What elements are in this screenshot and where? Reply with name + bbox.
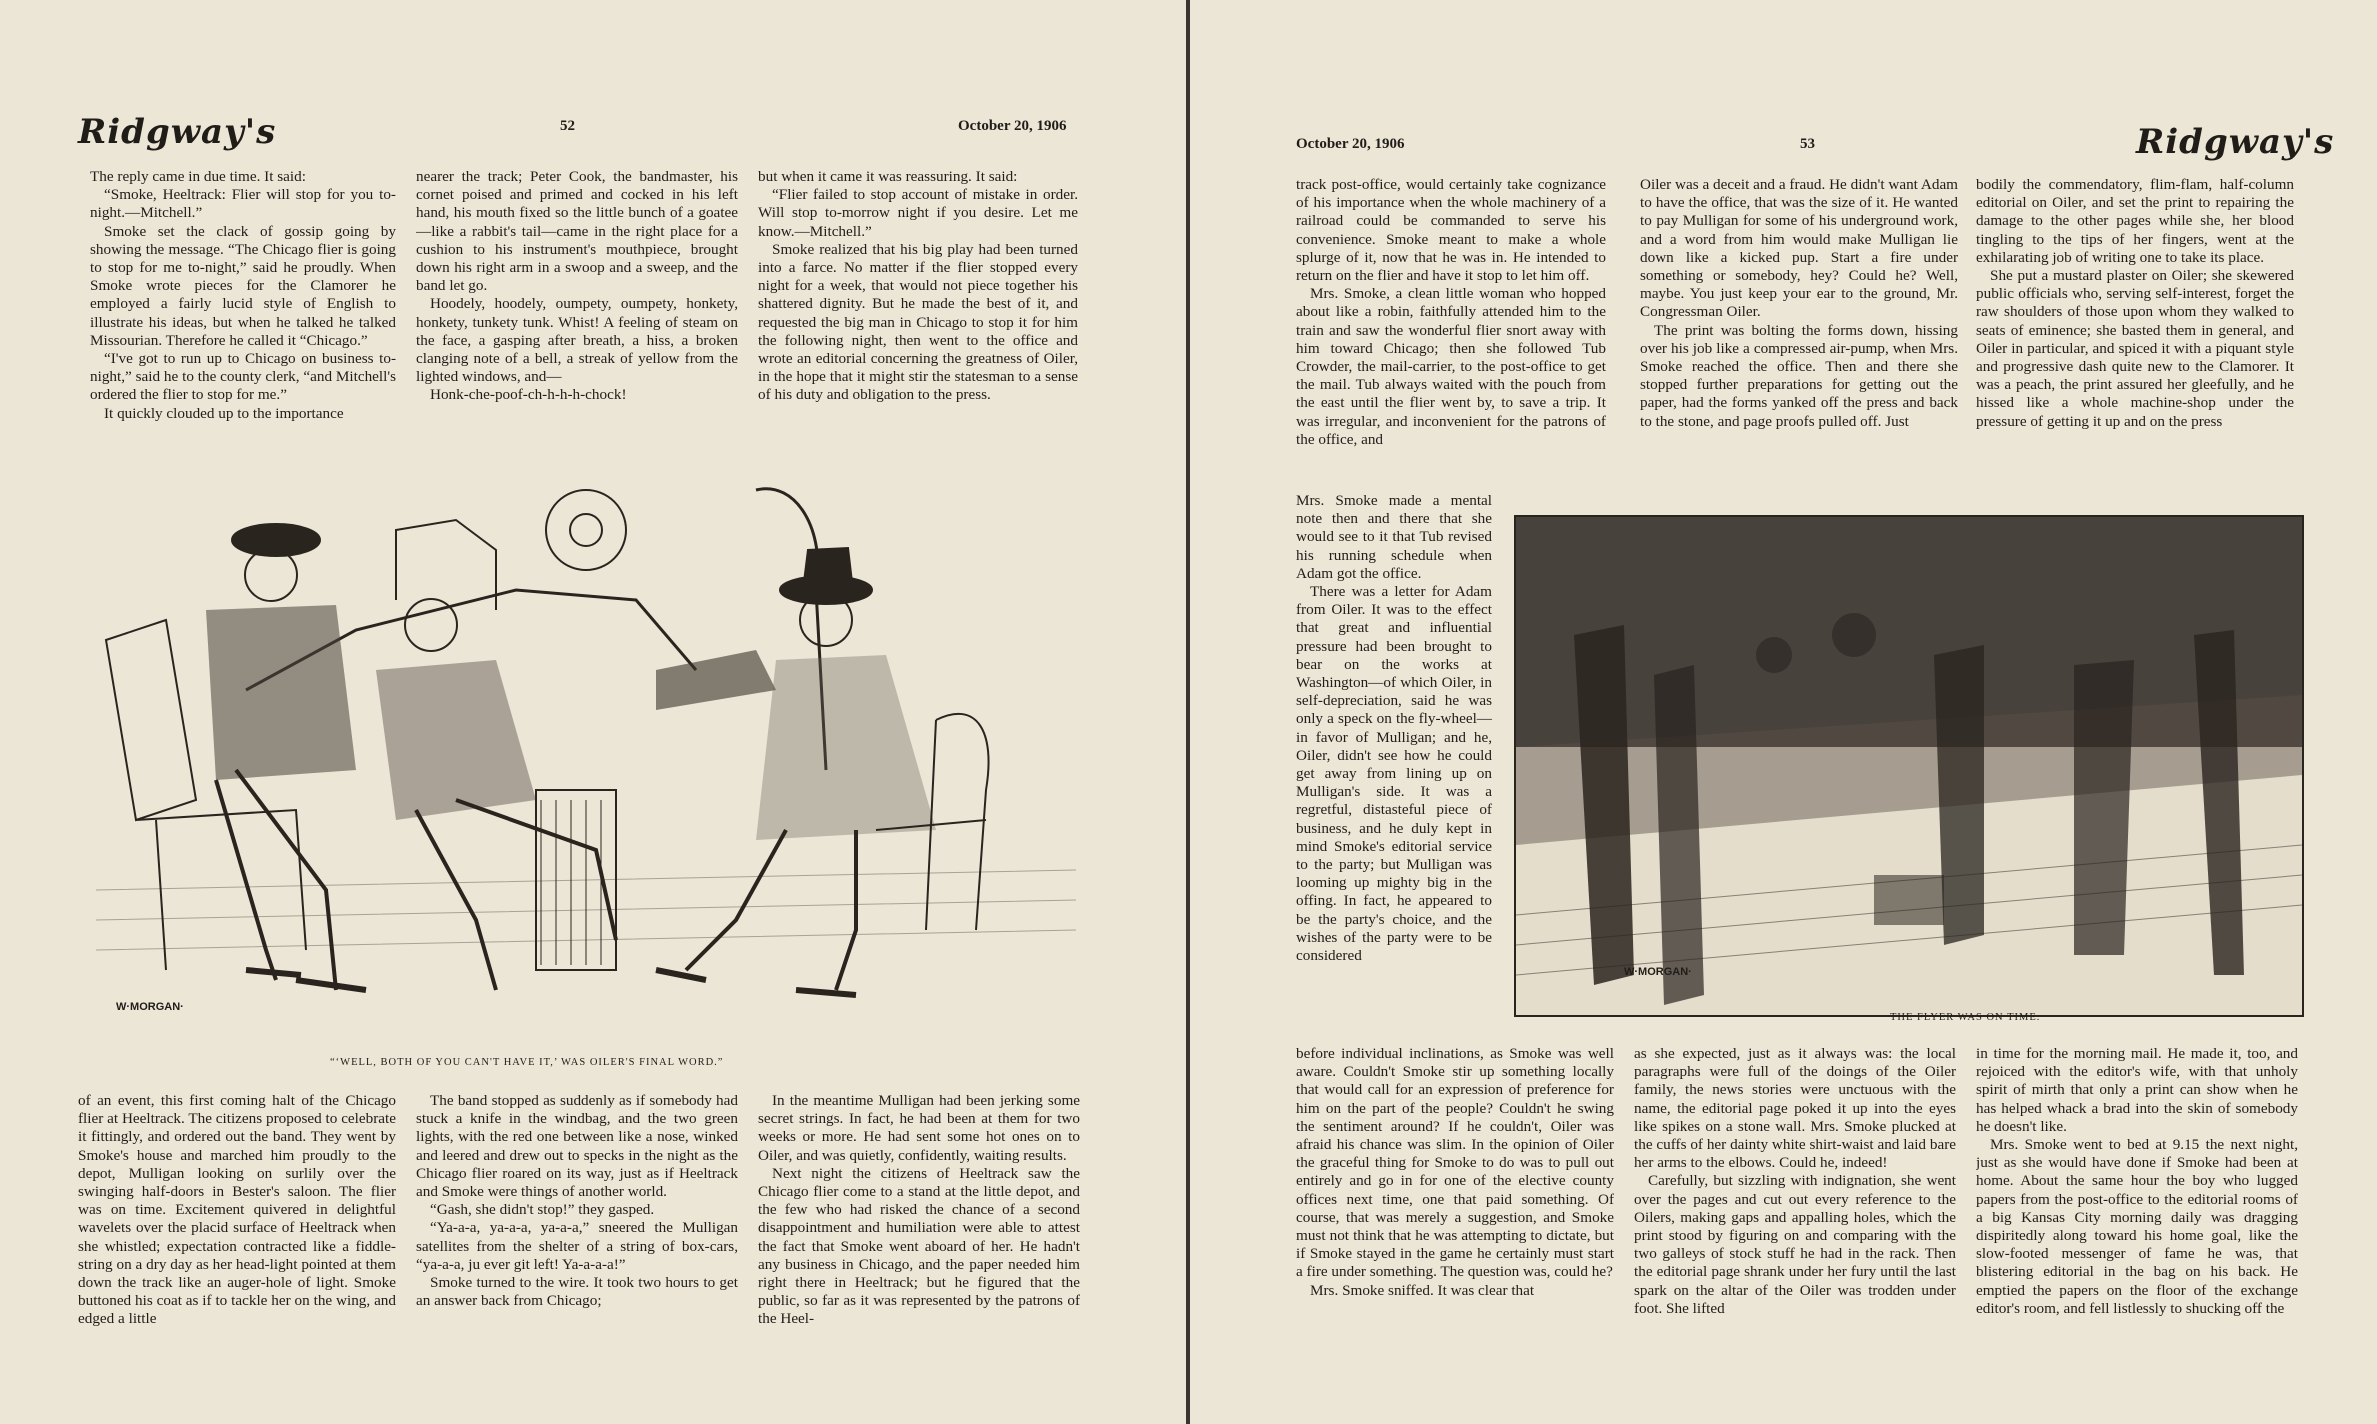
article-column [1634,1045,1956,1385]
page-number: 53 [1800,136,1815,152]
paragraph: Mrs. Smoke sniffed. It was clear that [1310,1281,1535,1299]
paragraph: as she expected, just as it always was: the local paragraphs were full of the doings of the Oiler family, the news stories were unctuous with the name, the editorial page poked it up into the eyes like spikes on a stone wall. Mrs. Smoke plucked at the cuffs of her dainty white shirt-waist and laid bare her arms to the elbows. Could he, indeed! [1634,1045,1956,1172]
paragraph: in time for the morning mail. He made it, too, and rejoiced with the editor's wife, with that unholy spirit of mirth that only a print can show when he has helped whack a brad into the skin of somebody he doesn't like. [1976,1045,2298,1135]
paragraph: Smoke set the clack of gossip going by showing the message. “The Chicago flier is going to stop for me to-night,” said he proudly. When Smoke wrote pieces for the Clamorer he employed a fairly lucid style of English to illustrate his ideas, but when he talked he talked Missourian. Therefore he called it “Chicago.” [90,222,396,349]
paragraph: “Flier failed to stop account of mistake in order. Will stop to-morrow night if you desire. Let me know.—Mitchell.” [758,186,1078,240]
magazine-logo: Ridgway's [2136,122,2335,162]
paragraph: “I've got to run up to Chicago on business to-night,” said he to the county clerk, “and Mitchell's ordered the flier to stop for me.” [90,350,396,404]
illustration-office-scene [96,470,1076,1030]
paragraph: The print was bolting the forms down, hissing over his job like a compressed air-pump, when Mrs. Smoke reached the office. Then and there she stopped further preparations for getting out the paper, had the forms yanked off the press and back to the stone, and page proofs pulled off. Just [1640,321,1958,430]
paragraph: There was a letter for Adam from Oiler. It was to the effect that great and influential pressure had been brought to bear on the works at Washington—of which Oiler, in self-depreciation, said he was only a speck on the fly-wheel—in favor of Mulligan; and he, Oiler, didn't see how he could get away from lining up on Mulligan's side. It was a regretful, distasteful piece of business, and he duly kept in mind Smoke's editorial service to the party; but Mulligan was looming up mighty big in the offing. In fact, he appeared to be the party's choice, and the wishes of the party were to be considered [1296,583,1492,965]
paragraph: “Smoke, Heeltrack: Flier will stop for you to-night.—Mitchell.” [90,186,396,222]
article-column [90,168,396,468]
paragraph: Hoodely, hoodely, oumpety, oumpety, honkety, honkety, tunkety tunk. Whist! A feeling of steam on the face, a gasping after breath, a hiss, a broken clanging note of a bell, a streak of yellow from the lighted windows, and— [416,295,738,386]
article-column [758,1092,1080,1382]
paragraph: before individual inclinations, as Smoke was well aware. Couldn't Smoke stir up something locally that would call for an expression of preference for him on the part of the people? Couldn't he swing the sentiment around? If he couldn't, Oiler was afraid his chance was slim. In the opinion of Oiler the graceful thing for Smoke to do was to pull out entirely and go in for one of the elective county offices next time, one that paid something. Of course, that was merely a suggestion, and Smoke must not think that he was attempting to dictate, but if Smoke stayed in the game he certainly must start a fire under something. The question was, could he? [1296,1045,1614,1281]
paragraph: Mrs. Smoke went to bed at 9.15 the next night, just as she would have done if Smoke had been at home. About the same hour the boy who lugged papers from the post-office to the editorial rooms of a big Kansas City morning daily was dragging dispiritedly along toward his home goal, like the slow-footed messenger of fame he was, that blistering editorial in the bag on his back. He emptied the papers on the floor of the exchange editor's room, and fell listlessly to shucking off the [1976,1136,2298,1317]
paragraph: It quickly clouded up to the importance [104,404,344,422]
paragraph: Carefully, but sizzling with indignation, she went over the pages and cut out every reference to the Oilers, making gaps and appalling holes, which the print stood by figuring on and comparing with the two galleys of stock stuff he had in the rack. Then the editorial page shrank under her fury until the last spark on the altar of the Oiler was trodden under foot. She lifted [1634,1172,1956,1317]
illustration-caption: “‘WELL, BOTH OF YOU CAN'T HAVE IT,’ WAS OILER'S FINAL WORD.” [330,1057,724,1068]
paragraph: Oiler was a deceit and a fraud. He didn't want Adam to have the office, that was the size of it. He wanted to pay Mulligan for some of his underground work, and a word from him would make Mulligan lie down like a kicked pup. Start a fire under something or somebody, hey? Could he? Well, maybe. You just keep your ear to the ground, Mr. Congressman Oiler. [1640,176,1958,321]
illustrator-signature: W·MORGAN· [116,1001,184,1013]
paragraph: but when it came it was reassuring. It said: [758,168,1018,185]
illustrator-signature: W·MORGAN· [1624,966,1692,978]
paragraph: In the meantime Mulligan had been jerking some secret strings. In fact, he had been at them for two weeks or more. He had sent some hot ones on to Oiler, and was quietly, confidently, waiting results. [758,1092,1080,1164]
article-column [416,168,738,468]
paragraph: Honk-che-poof-ch-h-h-h-chock! [430,386,627,404]
article-column [1296,1045,1614,1385]
paragraph: Mrs. Smoke made a mental note then and there that she would see to it that Tub revised his running schedule when Adam got the office. [1296,492,1492,582]
paragraph: She put a mustard plaster on Oiler; she skewered public officials who, serving self-interest, forget the raw shoulders of those upon whom they walked to seats of eminence; she basted them in general, and Oiler in particular, and spiced it with a piquant style and progressive dash quite new to the Clamorer. It was a peach, the print assured her gleefully, and he hissed like a whole machine-shop under the pressure of getting it up and on the press [1976,267,2294,430]
article-column [758,168,1078,468]
article-column [1976,1045,2298,1385]
paragraph: nearer the track; Peter Cook, the bandmaster, his cornet poised and primed and cocked in his left hand, his mouth fixed so the little bunch of a goatee—like a rabbit's tail—came in the right place for a cushion to his instrument's mouthpiece, brought down his right arm in a swoop and a sweep, and the band let go. [416,168,738,295]
paragraph: of an event, this first coming halt of the Chicago flier at Heeltrack. The citizens proposed to celebrate it fittingly, and ordered out the band. They went by Smoke's house and marched him proudly to the depot, Mulligan looking on surlily over the swinging half-doors in Bester's saloon. The flier was on time. Excitement quivered in delightful wavelets over the placid surface of Heeltrack when she whistled; expectation contracted like a fiddle-string on a dry day as her head-light pointed at them down the track like an auger-hole of light. Smoke buttoned his coat as if to tackle her on the wing, and edged a little [78,1092,396,1328]
paragraph: Smoke realized that his big play had been turned into a farce. No matter if the flier stopped every night for a week, that would not piece together his shattered dignity. But he made the best of it, and requested the big man in Chicago to stop it for him the following night, then went to the office and wrote an editorial concerning the greatness of Oiler, in the hope that it might stir the statesman to a sense of his duty and obligation to the press. [758,240,1078,404]
paragraph: track post-office, would certainly take cognizance of his importance when the whole machinery of a railroad could be commanded to serve his convenience. Smoke meant to make a whole splurge of it, now that he was in. He intended to return on the flier and have it stop to let him off. [1296,176,1606,285]
article-column [78,1092,396,1382]
article-column [416,1092,738,1382]
illustration-caption: THE FLYER WAS ON TIME. [1890,1012,2041,1023]
left-page [0,0,1186,1424]
paragraph: Smoke turned to the wire. It took two hours to get an answer back from Chicago; [416,1274,738,1310]
page-date: October 20, 1906 [958,118,1067,134]
page-number: 52 [560,118,575,134]
paragraph: Mrs. Smoke, a clean little woman who hopped about like a robin, faithfully attended him to the train and saw the wonderful flier snort away with him toward Chicago; then she followed Tub Crowder, the mail-carrier, to the post-office to get the mail. Tub always waited with the pouch from the east until the flier went by, to save a trip. It was irregular, and inconvenient for the patrons of the office, and [1296,285,1606,448]
article-column [1640,176,1958,488]
illustration-band-at-depot [1514,515,2304,1035]
paragraph: Next night the citizens of Heeltrack saw the Chicago flier come to a stand at the little depot, and the few who had risked the chance of a second disappointment and humiliation were able to attest the fact that Smoke went aboard of her. He hadn't any business in Chicago, and the paper needed him right there in Heeltrack; but he figured that the public, so far as it was represented by the patrons of the Heel- [758,1164,1080,1328]
magazine-logo: Ridgway's [78,112,277,152]
article-column [1296,176,1606,488]
article-column [1976,176,2294,488]
paragraph: “Gash, she didn't stop!” they gasped. [430,1201,655,1219]
right-page [1190,0,2377,1424]
paragraph: “Ya-a-a, ya-a-a, ya-a-a,” sneered the Mulligan satellites from the shelter of a string of box-cars, “ya-a-a, ju ever git left! Ya-a-a-a!” [416,1219,738,1273]
article-column-narrow [1296,492,1492,1042]
paragraph: The band stopped as suddenly as if somebody had stuck a knife in the windbag, and the two green lights, with the red one between like a nose, winked and leered and drew out to specks in the night as the Chicago flier roared on its way, just as if Heeltrack and Smoke were things of another world. [416,1092,738,1201]
paragraph: The reply came in due time. It said: [90,168,306,185]
paragraph: bodily the commendatory, flim-flam, half-column editorial on Oiler, and set the print to repairing the damage to the other pages while she, her blood tingling to the tips of her fingers, went at the exhilarating job of writing one to take its place. [1976,176,2294,266]
page-date: October 20, 1906 [1296,136,1405,152]
